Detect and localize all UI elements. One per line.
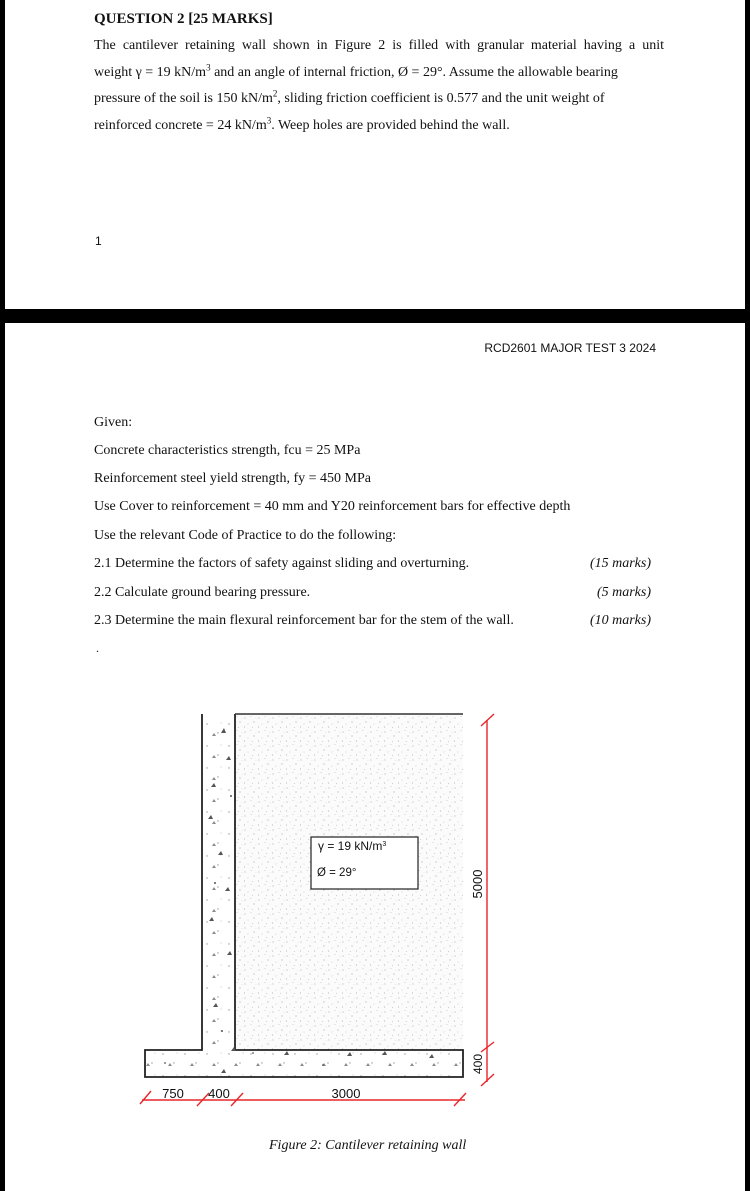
- friction-coefficient-text: , sliding friction coefficient is 0.577 and the unit weight of: [277, 91, 605, 106]
- task-2-3: 2.3 Determine the main flexural reinforcement bar for the stem of the wall.: [94, 613, 514, 628]
- superscript: 3: [266, 114, 272, 125]
- test-header: RCD2601 MAJOR TEST 3 2024: [484, 341, 656, 355]
- retaining-wall-figure: [5, 323, 745, 1191]
- wall-base: [145, 1050, 463, 1077]
- page-2: [5, 323, 745, 1191]
- paragraph-line-3: [94, 86, 664, 113]
- page-1: [5, 0, 745, 309]
- weep-holes-text: . Weep holes are provided behind the wall.: [271, 117, 510, 133]
- given-code: Use the relevant Code of Practice to do the following:: [94, 528, 397, 543]
- paragraph-line-4: [94, 113, 664, 140]
- page-number: 1: [95, 234, 102, 248]
- stem-width-label: 400: [208, 1086, 230, 1101]
- paragraph-line-2: [94, 60, 664, 87]
- unit-weight-text: weight γ = 19 kN/m: [94, 64, 207, 80]
- superscript: 3: [206, 61, 211, 72]
- question-paragraph: [94, 33, 664, 139]
- superscript: 2: [272, 88, 278, 99]
- toe-width-label: 750: [162, 1086, 184, 1101]
- given-heading: Given:: [94, 415, 133, 430]
- task-2-1-marks: (15 marks): [589, 556, 651, 571]
- given-fy: Reinforcement steel yield strength, fy = 450 MPa: [94, 471, 371, 486]
- task-2-2: 2.2 Calculate ground bearing pressure.: [94, 585, 311, 600]
- figure-caption: Figure 2: Cantilever retaining wall: [269, 1138, 467, 1153]
- question-title: QUESTION 2 [25 MARKS]: [94, 11, 273, 27]
- friction-angle-text: and an angle of internal friction, Ø = 29°. Assume the allowable bearing: [210, 64, 618, 80]
- wall-stem: [202, 714, 235, 1050]
- task-2-3-marks: (10 marks): [589, 613, 651, 628]
- task-2-1: 2.1 Determine the factors of safety against sliding and overturning.: [94, 556, 470, 571]
- heel-width-label: 3000: [331, 1086, 361, 1101]
- task-2-2-marks: (5 marks): [596, 585, 651, 600]
- bearing-pressure-text: pressure of the soil is 150 kN/m: [94, 91, 273, 106]
- soil-unit-weight-label: γ = 19 $kN/m^3$: [318, 839, 387, 853]
- base-width-dimension: [140, 1091, 466, 1106]
- stray-mark: .: [96, 641, 99, 655]
- soil-friction-angle-label: Ø = 29°: [317, 867, 357, 879]
- paragraph-line-1: The cantilever retaining wall shown in Figure 2 is filled with granular material having a unit: [94, 38, 664, 53]
- given-cover: Use Cover to reinforcement = 40 mm and Y20 reinforcement bars for effective depth: [94, 499, 571, 514]
- height-dimension: [481, 714, 494, 1086]
- height-dimension-label: 5000: [470, 869, 485, 899]
- given-fcu: Concrete characteristics strength, fcu = 25 MPa: [94, 443, 361, 458]
- concrete-weight-text: reinforced concrete = 24 kN/m: [94, 117, 267, 133]
- base-thickness-dimension-label: 400: [471, 1053, 485, 1075]
